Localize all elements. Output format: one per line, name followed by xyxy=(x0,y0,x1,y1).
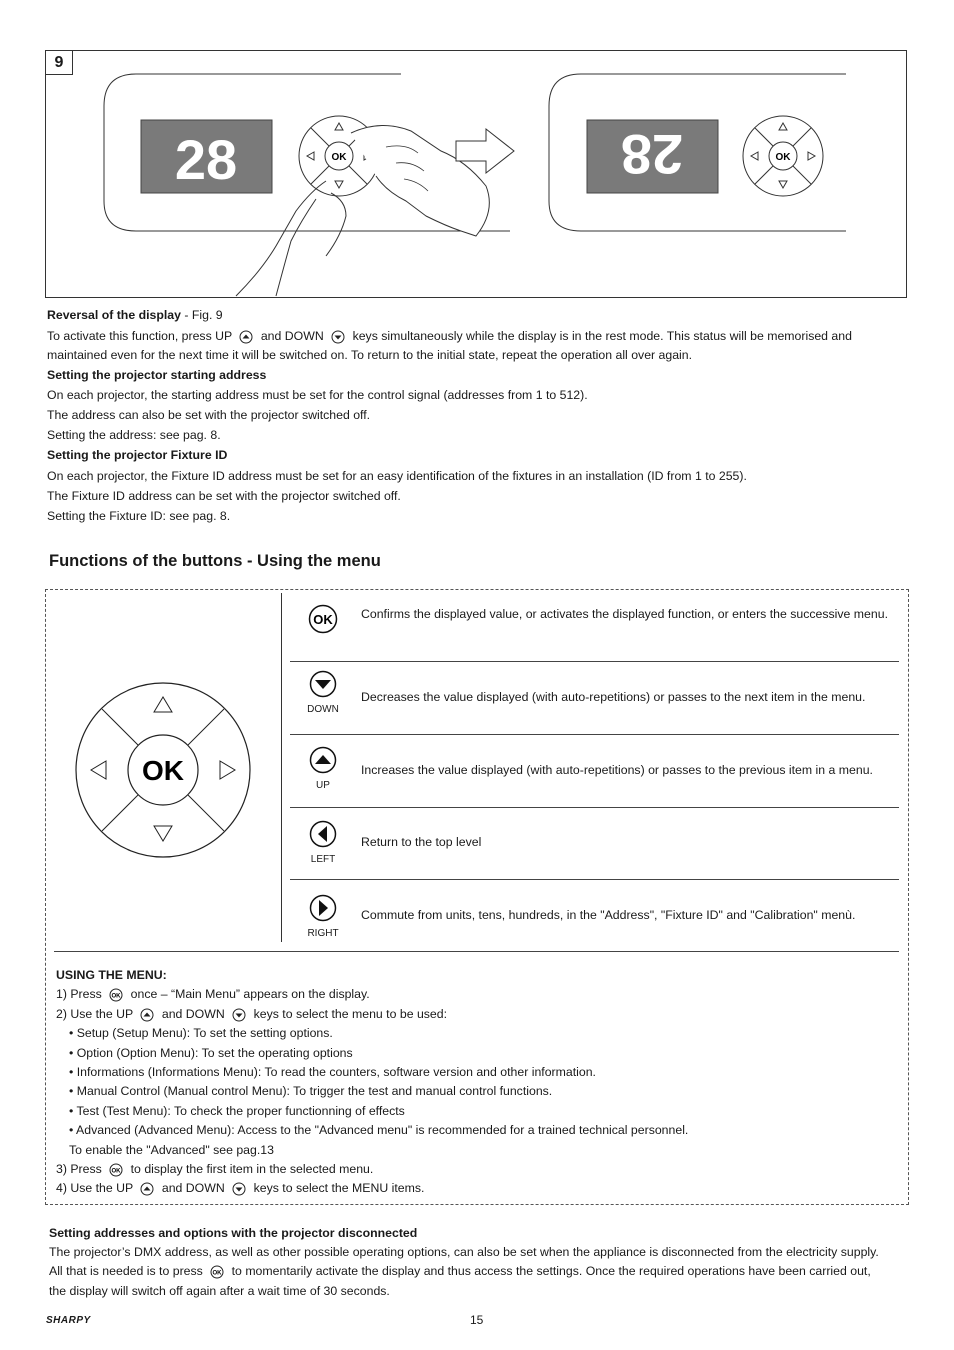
bullet-informations: • Informations (Informations Menu): To read the counters, software version and other information. xyxy=(69,1065,596,1080)
reversal-text-a: To activate this function, press UP xyxy=(47,329,232,343)
left-row-icon-wrap xyxy=(306,820,340,865)
right-icon xyxy=(309,894,337,922)
step-3-text-a: 3) Press xyxy=(56,1162,102,1177)
ok-key-icon-label: OK xyxy=(111,993,121,1000)
address-line1: On each projector, the starting address must be set for the control signal (addresses from 1 to 512). xyxy=(47,388,588,402)
reversal-title: Reversal of the display xyxy=(47,308,181,322)
big-ok-label: OK xyxy=(142,755,184,786)
advanced-note: To enable the "Advanced" see pag.13 xyxy=(69,1142,274,1157)
step-2-text-c: keys to select the menu to be used: xyxy=(253,1006,448,1021)
right-row-icon-wrap xyxy=(306,894,340,939)
bullet-option: • Option (Option Menu): To set the operating options xyxy=(69,1045,353,1060)
down-row-text: Decreases the value displayed (with auto-repetitions) or passes to the next item in the menu. xyxy=(361,690,866,704)
reversal-title-line xyxy=(47,305,909,325)
ok-key-icon-label: OK xyxy=(111,1168,121,1175)
up-label: UP xyxy=(316,780,330,791)
down-key-icon xyxy=(232,1008,246,1022)
step-1-text-b: once – “Main Menu” appears on the display. xyxy=(130,987,370,1002)
left-icon xyxy=(309,820,337,848)
bullet-manual-control: • Manual Control (Manual control Menu): To trigger the test and manual control functions. xyxy=(69,1084,553,1099)
step-4 xyxy=(56,1179,688,1198)
step-2-text-a: 2) Use the UP xyxy=(56,1006,134,1021)
ok-label-left: OK xyxy=(331,152,347,163)
brand-logo: SHARPY xyxy=(46,1315,91,1326)
ok-icon-label: OK xyxy=(313,612,333,627)
step-4-text-b: and DOWN xyxy=(161,1181,225,1196)
reversal-line2: maintained even for the next time it will be switched on. To return to the initial state, repeat the operation all over again. xyxy=(47,348,693,362)
bullet-advanced: • Advanced (Advanced Menu): Access to the "Advanced menu" is recommended for a trained technical personnel. xyxy=(69,1123,689,1138)
left-row-text: Return to the top level xyxy=(361,835,482,849)
display-left-value: 28 xyxy=(174,128,238,191)
reversal-text-c: keys simultaneously while the display is in the rest mode. This status will be memorised and xyxy=(352,329,852,343)
fixture-title: Setting the projector Fixture ID xyxy=(47,448,228,462)
step-4-text-c: keys to select the MENU items. xyxy=(253,1181,425,1196)
row-divider xyxy=(290,661,899,662)
ok-row-icon-wrap xyxy=(306,604,340,639)
reversal-fig-ref: - Fig. 9 xyxy=(180,308,223,322)
up-row-icon-wrap xyxy=(306,746,340,791)
fixture-line2: The Fixture ID address can be set with the projector switched off. xyxy=(47,489,401,503)
section-title: Functions of the buttons - Using the menu xyxy=(49,552,381,570)
disconnected-text-b: to momentarily activate the display and thus access the settings. Once the required operations have been carried out, xyxy=(231,1264,871,1278)
big-keypad-illustration xyxy=(74,681,254,859)
up-icon xyxy=(309,746,337,774)
up-key-icon xyxy=(140,1182,154,1196)
ok-key-icon-label: OK xyxy=(212,1270,222,1277)
disconnected-line2 xyxy=(49,1261,911,1281)
row-divider xyxy=(290,734,899,735)
address-line3: Setting the address: see pag. 8. xyxy=(47,428,221,442)
up-row-text: Increases the value displayed (with auto-repetitions) or passes to the previous item in a menu. xyxy=(361,763,873,777)
bullet-test: • Test (Test Menu): To check the proper functionning of effects xyxy=(69,1103,405,1118)
fixture-line1: On each projector, the Fixture ID address must be set for an easy identification of the fixtures in an installation (ID from 1 to 255). xyxy=(47,469,747,483)
bullet-setup: • Setup (Setup Menu): To set the setting options. xyxy=(69,1026,333,1041)
ok-key-icon xyxy=(210,1265,224,1279)
fixture-line3: Setting the Fixture ID: see pag. 8. xyxy=(47,509,231,523)
page-number: 15 xyxy=(470,1313,484,1327)
down-row-icon-wrap xyxy=(306,670,340,715)
ok-icon xyxy=(308,604,338,634)
address-line2: The address can also be set with the projector switched off. xyxy=(47,408,371,422)
step-4-text-a: 4) Use the UP xyxy=(56,1181,134,1196)
section-divider xyxy=(54,951,899,952)
disconnected-line3: the display will switch off again after a wait time of 30 seconds. xyxy=(49,1284,390,1298)
step-1-text-a: 1) Press xyxy=(56,987,102,1002)
disconnected-line1: The projector’s DMX address, as well as other possible operating options, can also be set when the appliance is disconnected from the electricity supply. xyxy=(49,1245,879,1259)
ok-key-icon xyxy=(109,988,123,1002)
step-1 xyxy=(56,985,688,1004)
up-key-icon xyxy=(239,330,253,344)
step-2 xyxy=(56,1005,688,1024)
column-divider xyxy=(281,593,282,942)
figure-number: 9 xyxy=(45,50,73,75)
step-3-text-b: to display the first item in the selected menu. xyxy=(130,1162,374,1177)
down-icon xyxy=(309,670,337,698)
up-key-icon xyxy=(140,1008,154,1022)
down-key-icon xyxy=(331,330,345,344)
down-label: DOWN xyxy=(307,704,339,715)
display-reversal-illustration xyxy=(46,51,906,297)
ok-key-icon xyxy=(109,1163,123,1177)
ok-label-right: OK xyxy=(775,152,791,163)
row-divider xyxy=(290,807,899,808)
using-menu-title: USING THE MENU: xyxy=(56,968,167,982)
row-divider xyxy=(290,879,899,880)
left-label: LEFT xyxy=(310,854,336,865)
step-3 xyxy=(56,1160,688,1179)
address-title: Setting the projector starting address xyxy=(47,368,267,382)
step-2-text-b: and DOWN xyxy=(161,1006,225,1021)
right-label: RIGHT xyxy=(307,928,339,939)
reversal-line1 xyxy=(47,326,909,346)
menu-bullets xyxy=(56,1024,688,1160)
disconnected-text-a: All that is needed is to press xyxy=(49,1264,203,1278)
down-key-icon xyxy=(232,1182,246,1196)
right-row-text: Commute from units, tens, hundreds, in the "Address", "Fixture ID" and "Calibration" menù. xyxy=(361,908,856,922)
ok-row-text: Confirms the displayed value, or activates the displayed function, or enters the successive menu. xyxy=(361,607,888,621)
disconnected-title: Setting addresses and options with the projector disconnected xyxy=(49,1226,418,1240)
display-right-value: 28 xyxy=(620,123,684,186)
using-menu-list xyxy=(56,966,688,1199)
reversal-text-b: and DOWN xyxy=(260,329,324,343)
